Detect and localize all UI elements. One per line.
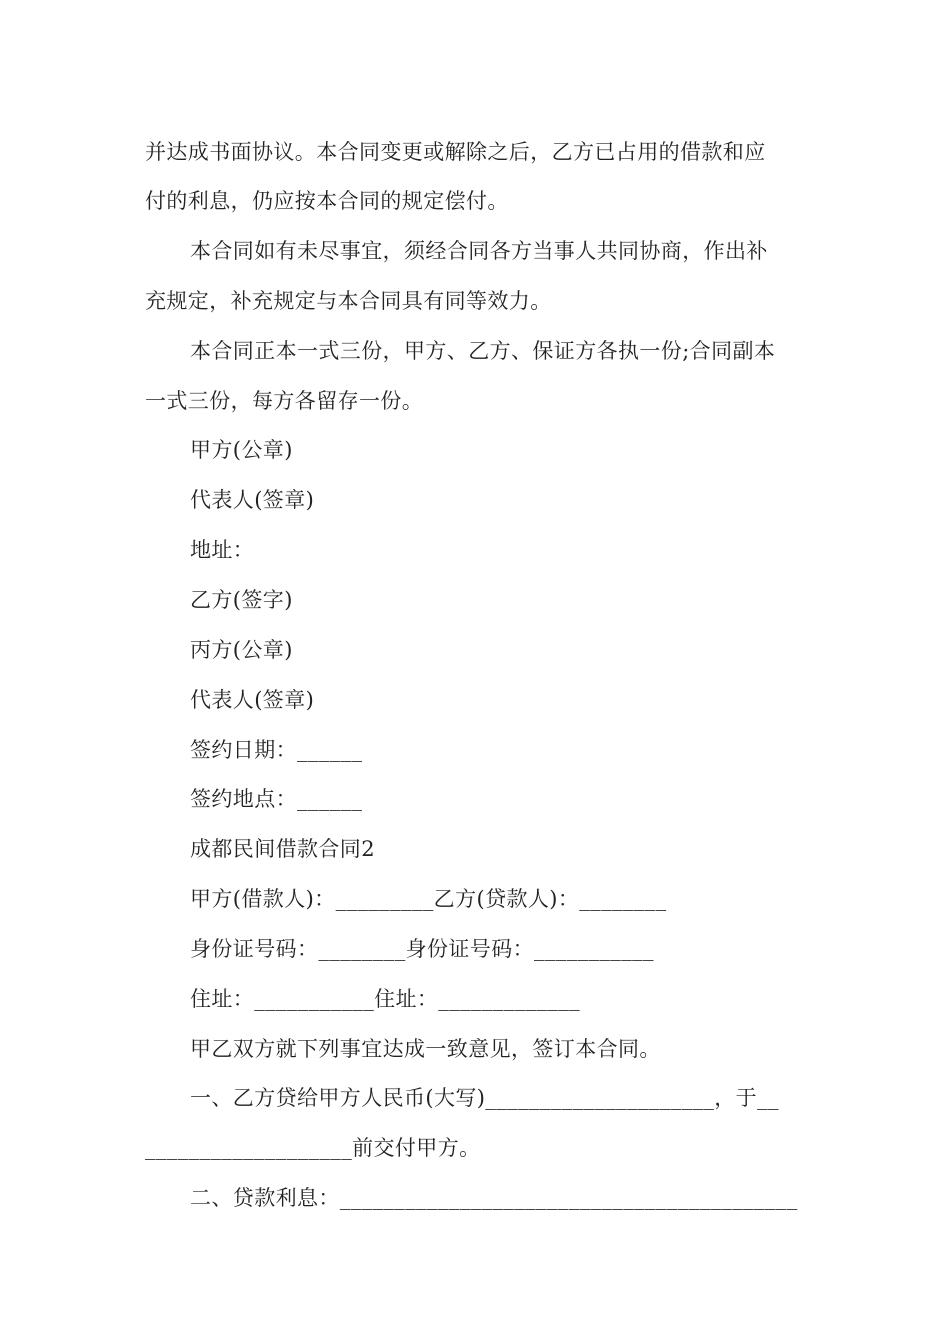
contract-title: 成都民间借款合同2 (190, 837, 375, 861)
party-c-seal-label: 丙方(公章) (190, 638, 293, 662)
paragraph-line: 一式三份，每方各留存一份。 (145, 389, 424, 413)
paragraph-line: 充规定，补充规定与本合同具有同等效力。 (145, 289, 552, 313)
party-b-signature-label: 乙方(签字) (190, 588, 293, 612)
clause-1-line: 一、乙方贷给甲方人民币(大写)_____________________，于__ (190, 1086, 779, 1110)
clause-1-continuation: ___________________前交付甲方。 (145, 1136, 481, 1160)
representative-signature-label: 代表人(签章) (190, 488, 315, 512)
representative-signature-label: 代表人(签章) (190, 688, 315, 712)
signing-date-field: 签约日期：______ (190, 738, 363, 762)
id-number-line: 身份证号码：________身份证号码：___________ (190, 937, 654, 961)
party-a-seal-label: 甲方(公章) (190, 438, 293, 462)
parties-line: 甲方(借款人)：_________乙方(贷款人)：________ (190, 887, 667, 911)
address-label: 地址： (190, 538, 255, 562)
clause-2-line: 二、贷款利息：__________________________________________ (190, 1186, 798, 1210)
paragraph-line: 本合同正本一式三份，甲方、乙方、保证方各执一份;合同副本 (190, 339, 776, 363)
agreement-statement: 甲乙双方就下列事宜达成一致意见，签订本合同。 (190, 1037, 661, 1061)
paragraph-line: 本合同如有未尽事宜，须经合同各方当事人共同协商，作出补 (190, 239, 768, 263)
signing-place-field: 签约地点：______ (190, 787, 363, 811)
residence-line: 住址：___________住址：_____________ (190, 987, 580, 1011)
paragraph-line: 并达成书面协议。本合同变更或解除之后，乙方已占用的借款和应 (145, 140, 766, 164)
paragraph-line: 付的利息，仍应按本合同的规定偿付。 (145, 189, 509, 213)
